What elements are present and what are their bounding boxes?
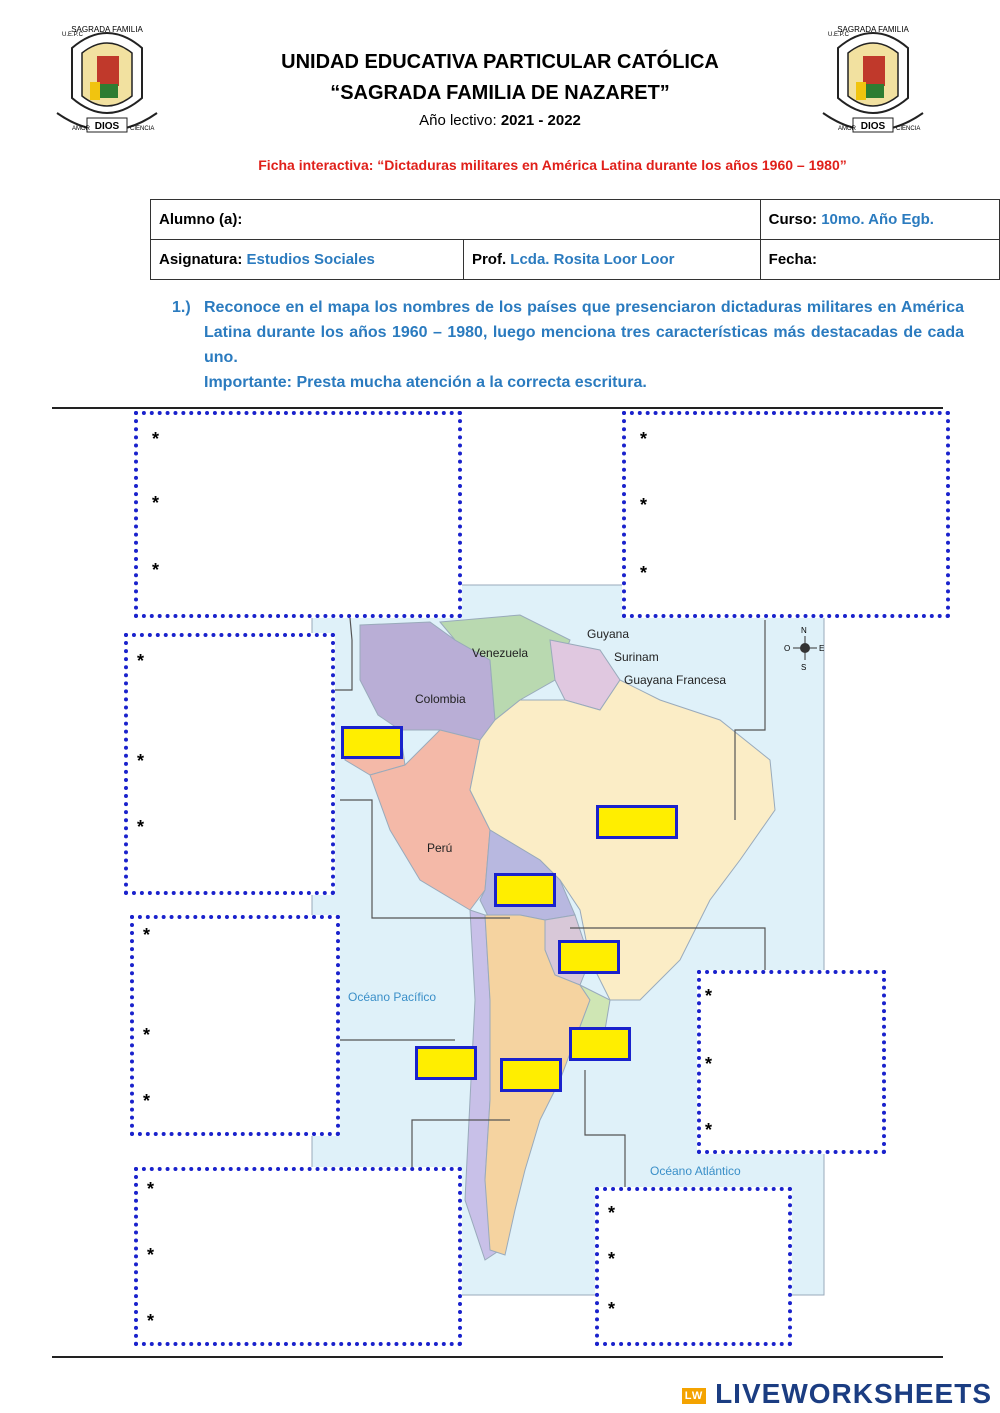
liveworksheets-text: LIVEWORKSHEETS [715,1378,992,1409]
bullet-star: * [640,429,648,449]
logo-dios-text: DIOS [94,121,120,132]
label-colombia: Colombia [415,692,466,706]
logo-dios-text: DIOS [860,121,886,132]
course-label: Curso: [768,211,818,228]
logo-motto-left: AMOR [72,126,90,132]
country-input-brazil[interactable] [596,805,678,839]
bullet-star: * [137,651,145,671]
bullet-star: * [137,817,145,837]
compass-o: O [784,644,791,653]
bullet-star: * [705,1120,713,1140]
liveworksheets-brand [682,1378,992,1410]
bullet-star: * [143,925,151,945]
bullet-star: * [608,1249,616,1269]
school-name-line1: UNIDAD EDUCATIVA PARTICULAR CATÓLICA [281,51,719,73]
worksheet-subtitle: Ficha interactiva: “Dictaduras militares en América Latina durante los años 1960 – 1980” [258,157,847,173]
label-atlantic: Océano Atlántico [650,1164,741,1178]
subject-label: Asignatura: [159,251,243,268]
answer-box-6[interactable] [134,1167,462,1346]
country-input-argentina[interactable] [500,1058,562,1092]
student-label: Alumno (a): [159,211,243,228]
logo-name-text: SAGRADA FAMILIA [837,25,909,34]
logo-abbr-text: U.E.P.C [828,32,849,38]
date-label: Fecha: [768,251,818,268]
compass-e: E [819,644,825,653]
bullet-star: * [152,429,160,449]
answer-box-3[interactable] [124,633,335,895]
label-surinam: Surinam [614,650,659,664]
year-label: Año lectivo: [419,112,497,129]
label-guyana-francesa: Guayana Francesa [624,673,727,687]
answer-box-1[interactable] [134,411,462,618]
bullet-star: * [147,1311,155,1331]
label-guyana: Guyana [587,627,630,641]
answer-box-2[interactable] [622,411,950,618]
teacher-label: Prof. [471,251,507,268]
logo-name-text: SAGRADA FAMILIA [71,25,143,34]
bullet-star: * [143,1025,151,1045]
bullet-star: * [608,1203,616,1223]
bullet-star: * [640,495,648,515]
bullet-star: * [640,563,648,583]
school-name-line2: “SAGRADA FAMILIA DE NAZARET” [330,82,670,104]
bullet-star: * [705,986,713,1006]
bullet-star: * [152,560,160,580]
label-venezuela: Venezuela [472,646,529,660]
year-value: 2021 - 2022 [500,112,581,129]
bullet-star: * [608,1299,616,1319]
label-pacific: Océano Pacífico [348,990,437,1004]
compass-s: S [801,663,807,672]
bullet-star: * [143,1091,151,1111]
country-input-ecuador[interactable] [341,726,403,759]
answer-box-4[interactable] [130,915,340,1136]
subject-value: Estudios Sociales [246,251,375,268]
teacher-value: Lcda. Rosita Loor Loor [510,251,675,268]
instruction-note: Importante: Presta mucha atención a la correcta escritura. [204,374,647,391]
country-input-paraguay[interactable] [558,940,620,974]
bullet-star: * [705,1054,713,1074]
logo-motto-left: AMOR [838,126,856,132]
answer-box-5[interactable] [697,970,886,1154]
logo-abbr-text: U.E.P.C [62,32,83,38]
course-value: 10mo. Año Egb. [821,211,934,228]
instruction-text: Reconoce en el mapa los nombres de los países que presenciaron dictaduras militares en América Latina durante los años 1960 – 1980, luego menciona tres características más destacadas de cada uno. [204,299,964,366]
label-peru: Perú [427,841,453,855]
answer-box-7[interactable] [595,1187,792,1346]
compass-n: N [801,626,807,635]
logo-motto-right: CIENCIA [896,126,921,132]
bullet-star: * [147,1245,155,1265]
bullet-star: * [152,493,160,513]
instruction-number: 1.) [172,299,191,316]
country-input-uruguay[interactable] [569,1027,631,1061]
liveworksheets-logo-icon: LW [682,1388,707,1404]
logo-motto-right: CIENCIA [130,126,155,132]
bullet-star: * [147,1179,155,1199]
bullet-star: * [137,751,145,771]
country-input-bolivia[interactable] [494,873,556,907]
country-input-chile[interactable] [415,1046,477,1080]
